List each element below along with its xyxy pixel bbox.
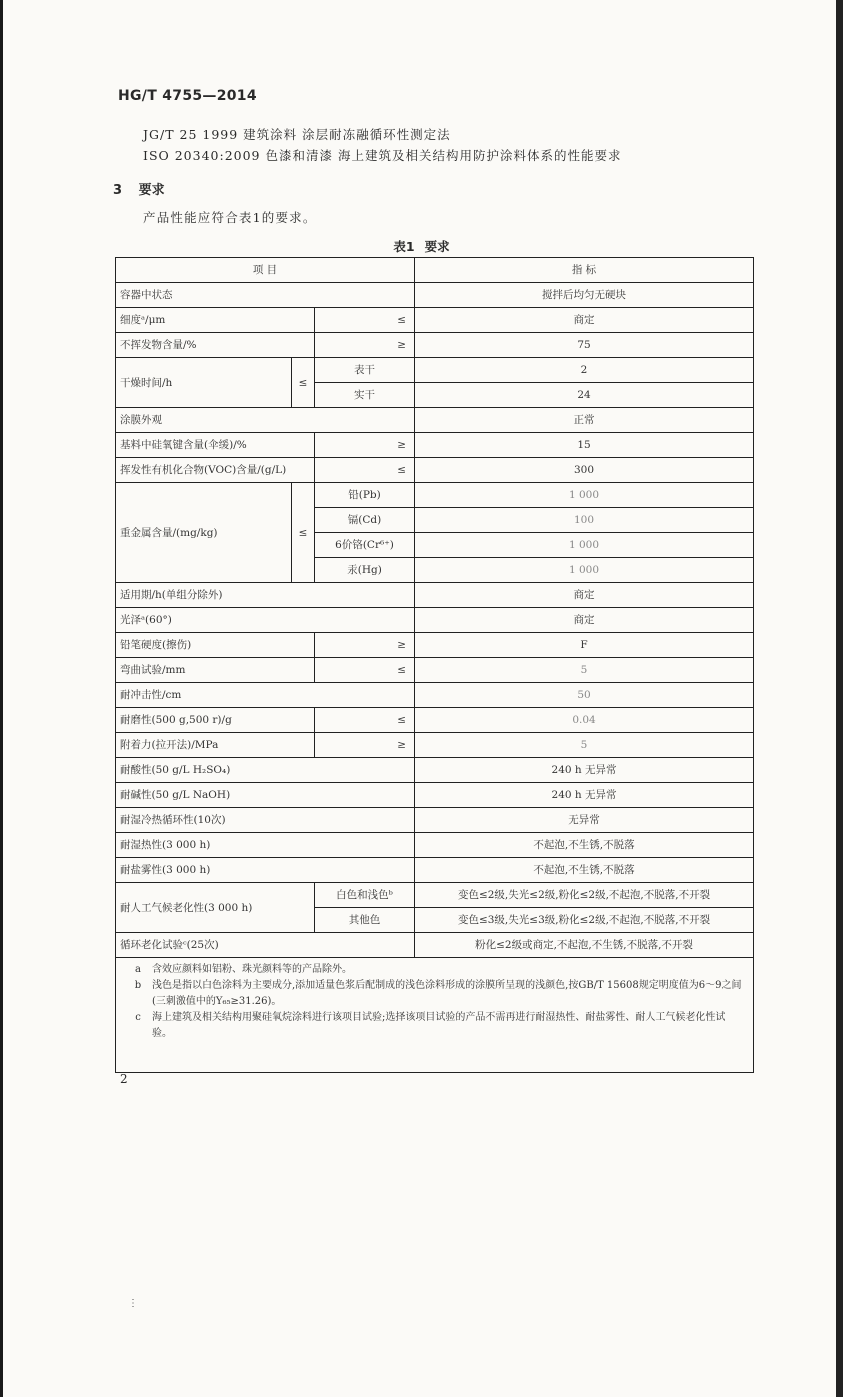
row-item: 涂膜外观 bbox=[116, 408, 415, 433]
table-notes-row bbox=[116, 958, 754, 1073]
table-row bbox=[116, 458, 754, 483]
table-row bbox=[116, 633, 754, 658]
table-row bbox=[116, 483, 754, 508]
table-caption-label: 表1 bbox=[393, 239, 415, 254]
row-value: 商定 bbox=[415, 608, 754, 633]
row-value: 5 bbox=[415, 733, 754, 758]
section-number: 3 bbox=[113, 183, 123, 198]
table-row bbox=[116, 833, 754, 858]
row-sub-label: 铅(Pb) bbox=[315, 483, 415, 508]
row-item: 耐湿冷热循环性(10次) bbox=[116, 808, 415, 833]
row-sub-label: 白色和浅色ᵇ bbox=[315, 883, 415, 908]
table-row bbox=[116, 883, 754, 908]
row-value: 不起泡,不生锈,不脱落 bbox=[415, 858, 754, 883]
row-item: 耐碱性(50 g/L NaOH) bbox=[116, 783, 415, 808]
table-row bbox=[116, 583, 754, 608]
row-value: 50 bbox=[415, 683, 754, 708]
row-value: 变色≤2级,失光≤2级,粉化≤2级,不起泡,不脱落,不开裂 bbox=[415, 883, 754, 908]
table-caption-title: 要求 bbox=[424, 239, 450, 254]
row-value: 5 bbox=[415, 658, 754, 683]
table-notes bbox=[116, 958, 754, 1073]
header-index: 指 标 bbox=[415, 258, 754, 283]
section-intro: 产品性能应符合表1的要求。 bbox=[143, 210, 317, 225]
row-item: 干燥时间/h bbox=[116, 358, 292, 408]
table-caption bbox=[0, 237, 843, 255]
row-sub-label: 镉(Cd) bbox=[315, 508, 415, 533]
table-row bbox=[116, 858, 754, 883]
row-value: 300 bbox=[415, 458, 754, 483]
row-item: 耐冲击性/cm bbox=[116, 683, 415, 708]
note-text: 含效应颜料如铝粉、珠光颜料等的产品除外。 bbox=[152, 964, 352, 975]
table-note bbox=[124, 1010, 745, 1042]
table-row bbox=[116, 708, 754, 733]
section-title: 要求 bbox=[138, 183, 165, 198]
table-row bbox=[116, 333, 754, 358]
row-value: 1 000 bbox=[415, 483, 754, 508]
row-value: 变色≤3级,失光≤3级,粉化≤2级,不起泡,不脱落,不开裂 bbox=[415, 908, 754, 933]
table-row bbox=[116, 658, 754, 683]
page-number: 2 bbox=[120, 1072, 128, 1086]
row-value: 24 bbox=[415, 383, 754, 408]
row-value: 240 h 无异常 bbox=[415, 783, 754, 808]
table-row bbox=[116, 433, 754, 458]
row-sub-label: 6价铬(Cr⁶⁺) bbox=[315, 533, 415, 558]
row-item: 不挥发物含量/% bbox=[116, 333, 315, 358]
row-item: 细度ᵃ/μm bbox=[116, 308, 315, 333]
row-item: 耐酸性(50 g/L H₂SO₄) bbox=[116, 758, 415, 783]
table-header-row bbox=[116, 258, 754, 283]
row-value: 240 h 无异常 bbox=[415, 758, 754, 783]
row-item: 挥发性有机化合物(VOC)含量/(g/L) bbox=[116, 458, 315, 483]
table-row bbox=[116, 283, 754, 308]
row-item: 铅笔硬度(擦伤) bbox=[116, 633, 315, 658]
row-value: 2 bbox=[415, 358, 754, 383]
table-row bbox=[116, 308, 754, 333]
row-value: 1 000 bbox=[415, 533, 754, 558]
row-symbol: ≤ bbox=[315, 658, 415, 683]
row-value: 15 bbox=[415, 433, 754, 458]
row-value: 75 bbox=[415, 333, 754, 358]
row-value: 商定 bbox=[415, 583, 754, 608]
row-symbol: ≤ bbox=[292, 358, 315, 408]
row-item: 附着力(拉开法)/MPa bbox=[116, 733, 315, 758]
row-symbol: ≥ bbox=[315, 633, 415, 658]
row-item: 基料中硅氧键含量(伞缓)/% bbox=[116, 433, 315, 458]
table-row bbox=[116, 608, 754, 633]
note-marker: b bbox=[134, 980, 142, 991]
header-item: 项 目 bbox=[116, 258, 415, 283]
row-symbol: ≥ bbox=[315, 733, 415, 758]
section-heading bbox=[113, 179, 165, 198]
note-text: 海上建筑及相关结构用聚硅氧烷涂料进行该项目试验;选择该项目试验的产品不需再进行耐湿热性、耐盐雾性、耐人工气候老化性试验。 bbox=[152, 1012, 726, 1039]
table-note bbox=[124, 962, 745, 978]
row-item: 重金属含量/(mg/kg) bbox=[116, 483, 292, 583]
note-text: 浅色是指以白色涂料为主要成分,添加适量色浆后配制成的浅色涂料形成的涂膜所呈现的浅颜色,按GB/T 15608规定明度值为6～9之间(三刺激值中的Y₆₅≥31.26)。 bbox=[152, 980, 742, 1007]
reference-jg-t-25: JG/T 25 1999 建筑涂料 涂层耐冻融循环性测定法 bbox=[143, 127, 451, 142]
table-row bbox=[116, 733, 754, 758]
row-value: 粉化≤2级或商定,不起泡,不生锈,不脱落,不开裂 bbox=[415, 933, 754, 958]
table-row bbox=[116, 408, 754, 433]
row-symbol: ≤ bbox=[315, 708, 415, 733]
table-row bbox=[116, 358, 754, 383]
row-item: 耐磨性(500 g,500 r)/g bbox=[116, 708, 315, 733]
table-note bbox=[124, 978, 745, 1010]
row-item: 适用期/h(单组分除外) bbox=[116, 583, 415, 608]
row-value: 无异常 bbox=[415, 808, 754, 833]
requirements-table bbox=[115, 257, 754, 1073]
row-symbol: ≤ bbox=[292, 483, 315, 583]
scan-edge-right bbox=[836, 0, 843, 1397]
row-value: 0.04 bbox=[415, 708, 754, 733]
row-value: 1 000 bbox=[415, 558, 754, 583]
table-row bbox=[116, 933, 754, 958]
row-value: 商定 bbox=[415, 308, 754, 333]
row-symbol: ≤ bbox=[315, 458, 415, 483]
row-item: 循环老化试验ᶜ(25次) bbox=[116, 933, 415, 958]
standard-code: HG/T 4755—2014 bbox=[118, 88, 257, 104]
row-item: 耐人工气候老化性(3 000 h) bbox=[116, 883, 315, 933]
row-item: 耐盐雾性(3 000 h) bbox=[116, 858, 415, 883]
table-row bbox=[116, 758, 754, 783]
row-value: 100 bbox=[415, 508, 754, 533]
row-item: 弯曲试验/mm bbox=[116, 658, 315, 683]
table-row bbox=[116, 808, 754, 833]
row-item: 耐湿热性(3 000 h) bbox=[116, 833, 415, 858]
row-sub-label: 其他色 bbox=[315, 908, 415, 933]
table-row bbox=[116, 783, 754, 808]
scan-mark: ⋮ bbox=[128, 1298, 138, 1309]
row-sub-label: 表干 bbox=[315, 358, 415, 383]
row-sub-label: 实干 bbox=[315, 383, 415, 408]
row-item: 光泽ᵃ(60°) bbox=[116, 608, 415, 633]
row-symbol: ≥ bbox=[315, 333, 415, 358]
row-sub-label: 汞(Hg) bbox=[315, 558, 415, 583]
row-symbol: ≤ bbox=[315, 308, 415, 333]
row-value: 不起泡,不生锈,不脱落 bbox=[415, 833, 754, 858]
row-value: 搅拌后均匀无硬块 bbox=[415, 283, 754, 308]
table-row bbox=[116, 683, 754, 708]
note-marker: c bbox=[135, 1012, 141, 1023]
row-value: 正常 bbox=[415, 408, 754, 433]
scan-edge-left bbox=[0, 0, 3, 1397]
row-symbol: ≥ bbox=[315, 433, 415, 458]
note-marker: a bbox=[135, 964, 141, 975]
reference-iso-20340: ISO 20340:2009 色漆和清漆 海上建筑及相关结构用防护涂料体系的性能要求 bbox=[143, 148, 622, 163]
row-item: 容器中状态 bbox=[116, 283, 415, 308]
row-value: F bbox=[415, 633, 754, 658]
